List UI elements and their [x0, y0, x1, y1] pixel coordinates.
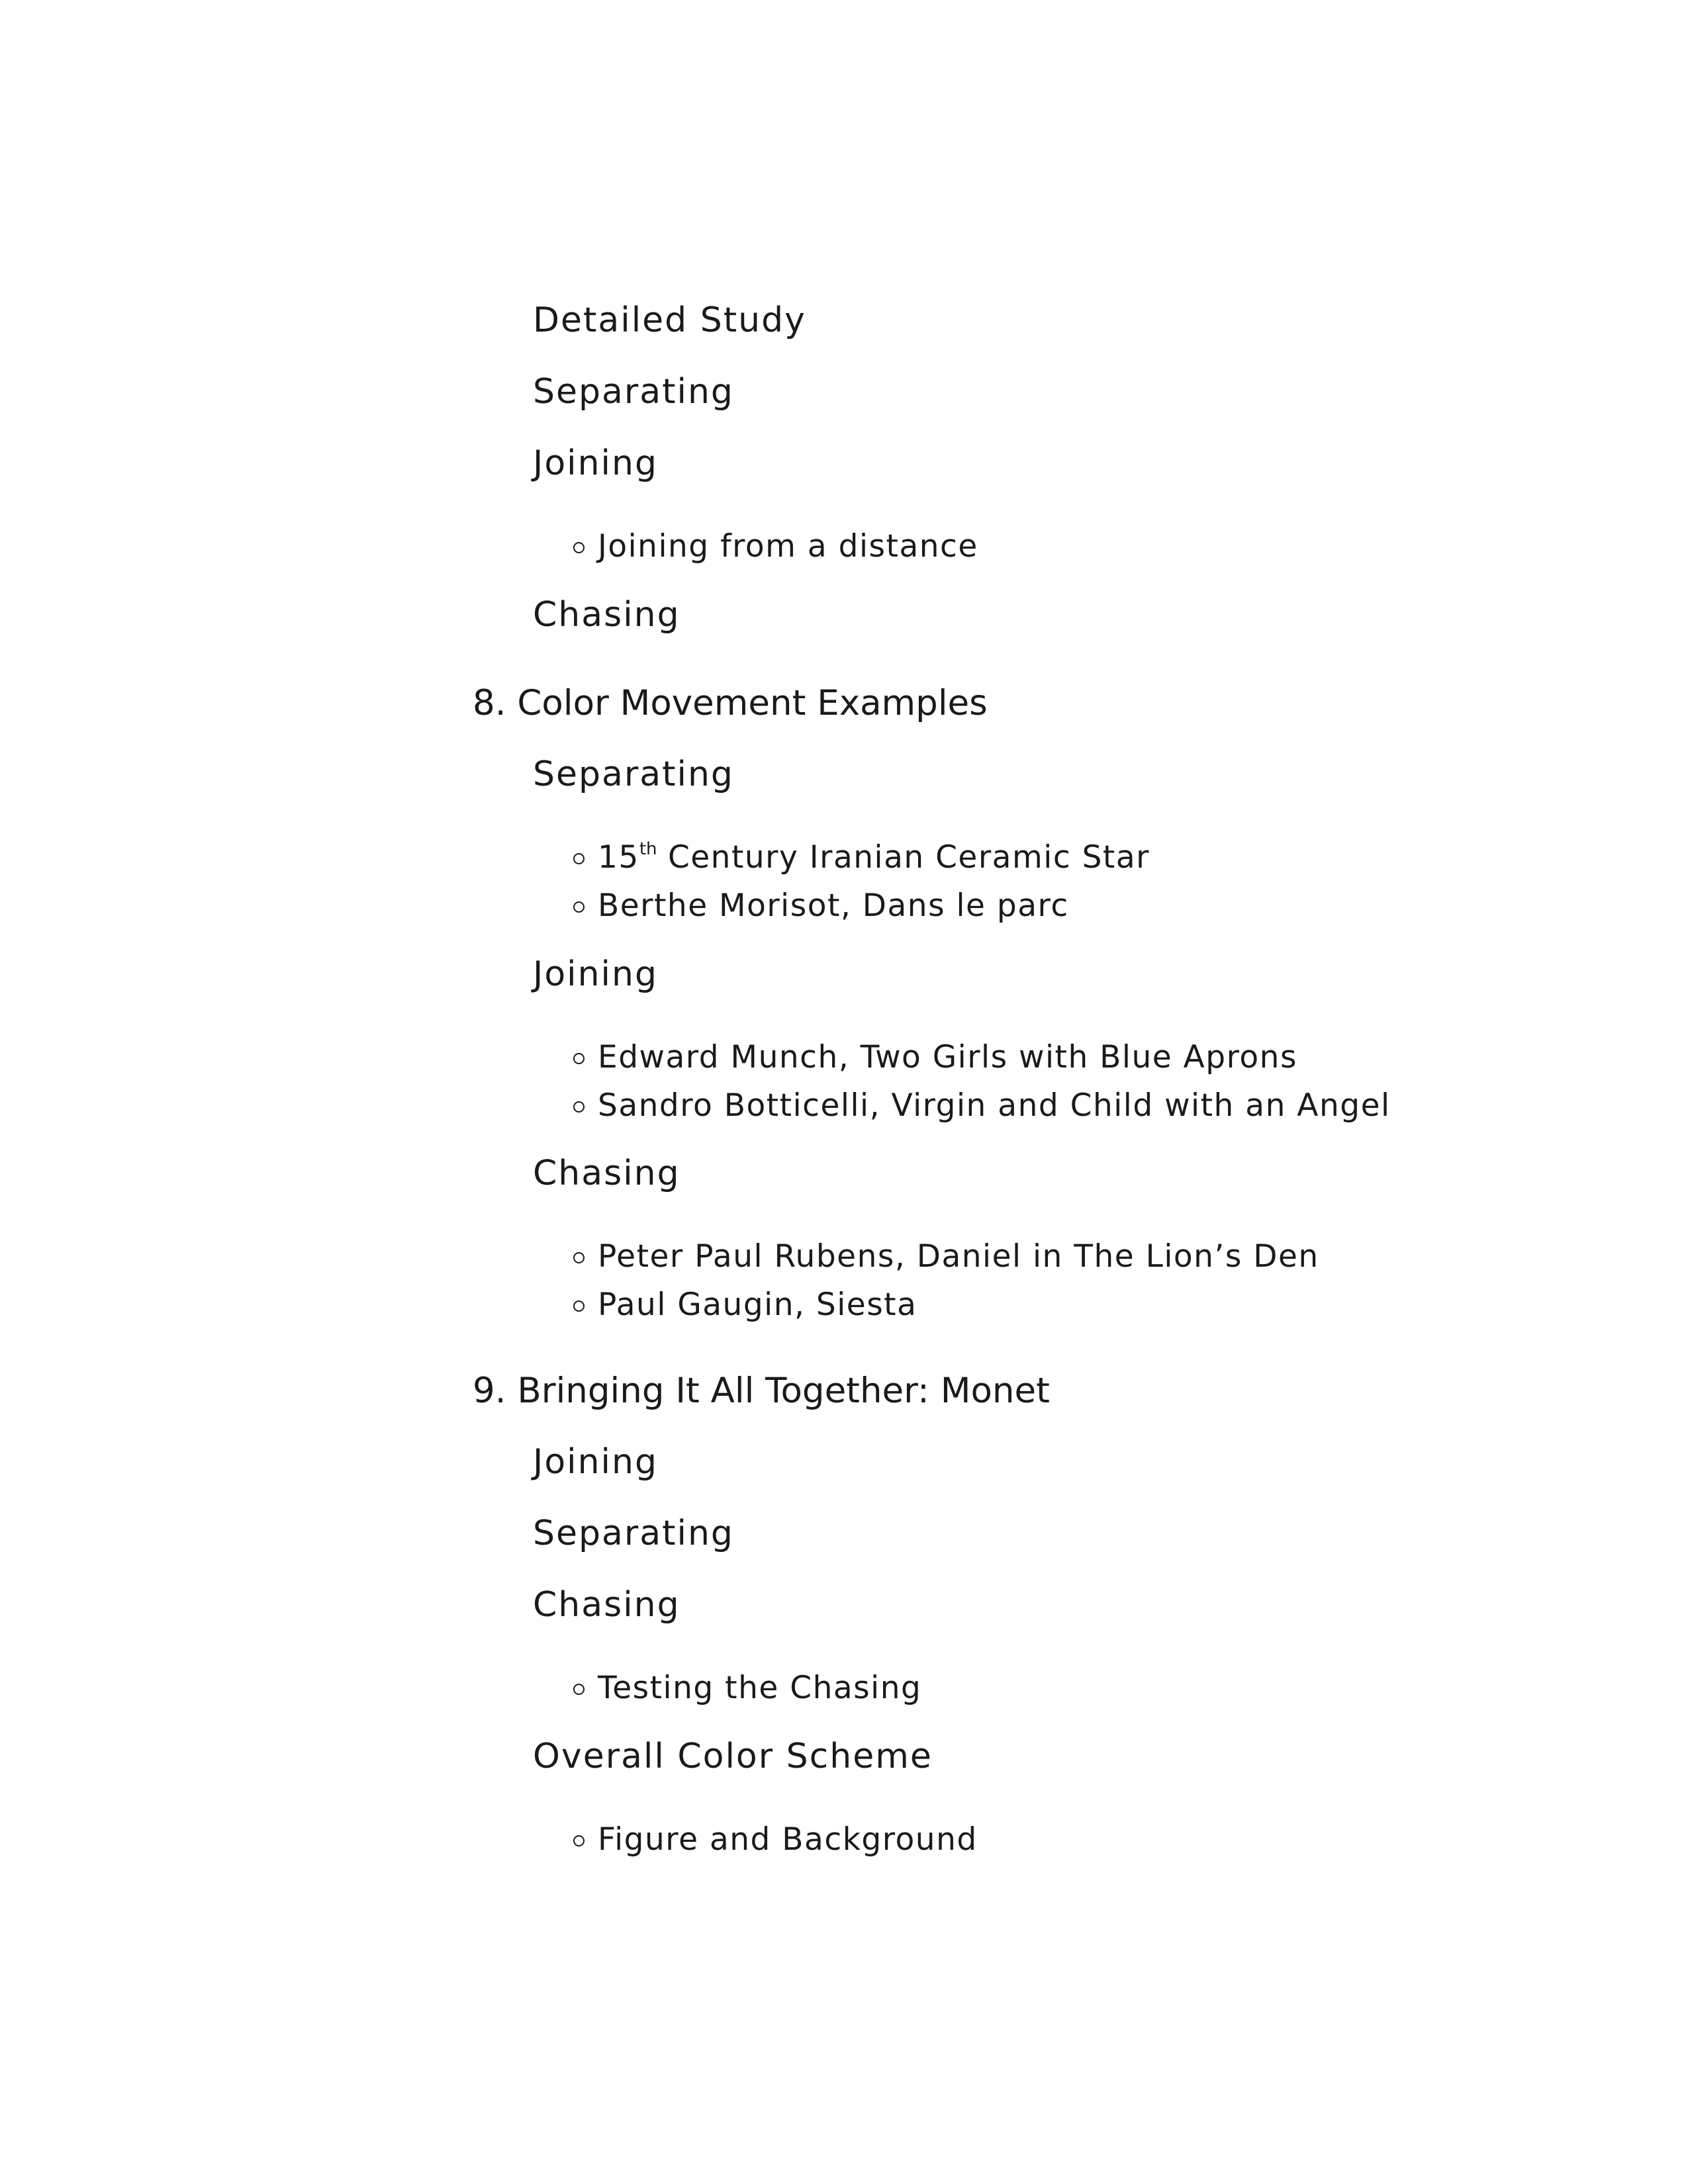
subheading-joining: Joining [533, 1442, 658, 1482]
subheading-overall-color-scheme: Overall Color Scheme [533, 1737, 933, 1776]
bullet-circle-icon [573, 1835, 585, 1846]
subheading-joining: Joining [533, 954, 658, 994]
list-item-text: Testing the Chasing [598, 1670, 922, 1706]
list-item [573, 528, 978, 565]
section-heading-8: 8. Color Movement Examples [473, 683, 988, 723]
list-item [573, 839, 1150, 876]
list-item [573, 1039, 1297, 1075]
bullet-circle-icon [573, 901, 585, 913]
list-item [573, 887, 1069, 924]
list-item-text: Paul Gaugin, Siesta [598, 1287, 917, 1323]
list-item-text: Figure and Background [598, 1821, 978, 1858]
list-item-text: 15th Century Iranian Ceramic Star [598, 839, 1150, 876]
subheading-chasing: Chasing [533, 1154, 680, 1193]
bullet-circle-icon [573, 1684, 585, 1695]
subheading-separating: Separating [533, 1514, 734, 1553]
list-item-text: Edward Munch, Two Girls with Blue Aprons [598, 1039, 1297, 1075]
list-item-text: Berthe Morisot, Dans le parc [598, 887, 1069, 924]
bullet-circle-icon [573, 1252, 585, 1263]
list-item [573, 1238, 1319, 1275]
list-item [573, 1287, 917, 1323]
bullet-circle-icon [573, 1053, 585, 1064]
list-item-text: Joining from a distance [598, 528, 978, 565]
subheading-separating: Separating [533, 754, 734, 794]
bullet-circle-icon [573, 1101, 585, 1113]
bullet-circle-icon [573, 542, 585, 553]
bullet-circle-icon [573, 1300, 585, 1312]
list-item [573, 1821, 978, 1858]
section-heading-9: 9. Bringing It All Together: Monet [473, 1371, 1050, 1411]
subheading-separating: Separating [533, 372, 734, 412]
subheading-chasing: Chasing [533, 1585, 680, 1625]
list-item-text: Sandro Botticelli, Virgin and Child with an Angel [598, 1087, 1391, 1124]
list-item [573, 1087, 1391, 1124]
list-item-text: Peter Paul Rubens, Daniel in The Lion’s Den [598, 1238, 1319, 1275]
bullet-circle-icon [573, 853, 585, 864]
list-item [573, 1672, 921, 1704]
subheading-detailed-study: Detailed Study [533, 300, 806, 340]
subheading-chasing: Chasing [533, 595, 680, 635]
subheading-joining: Joining [533, 443, 658, 483]
